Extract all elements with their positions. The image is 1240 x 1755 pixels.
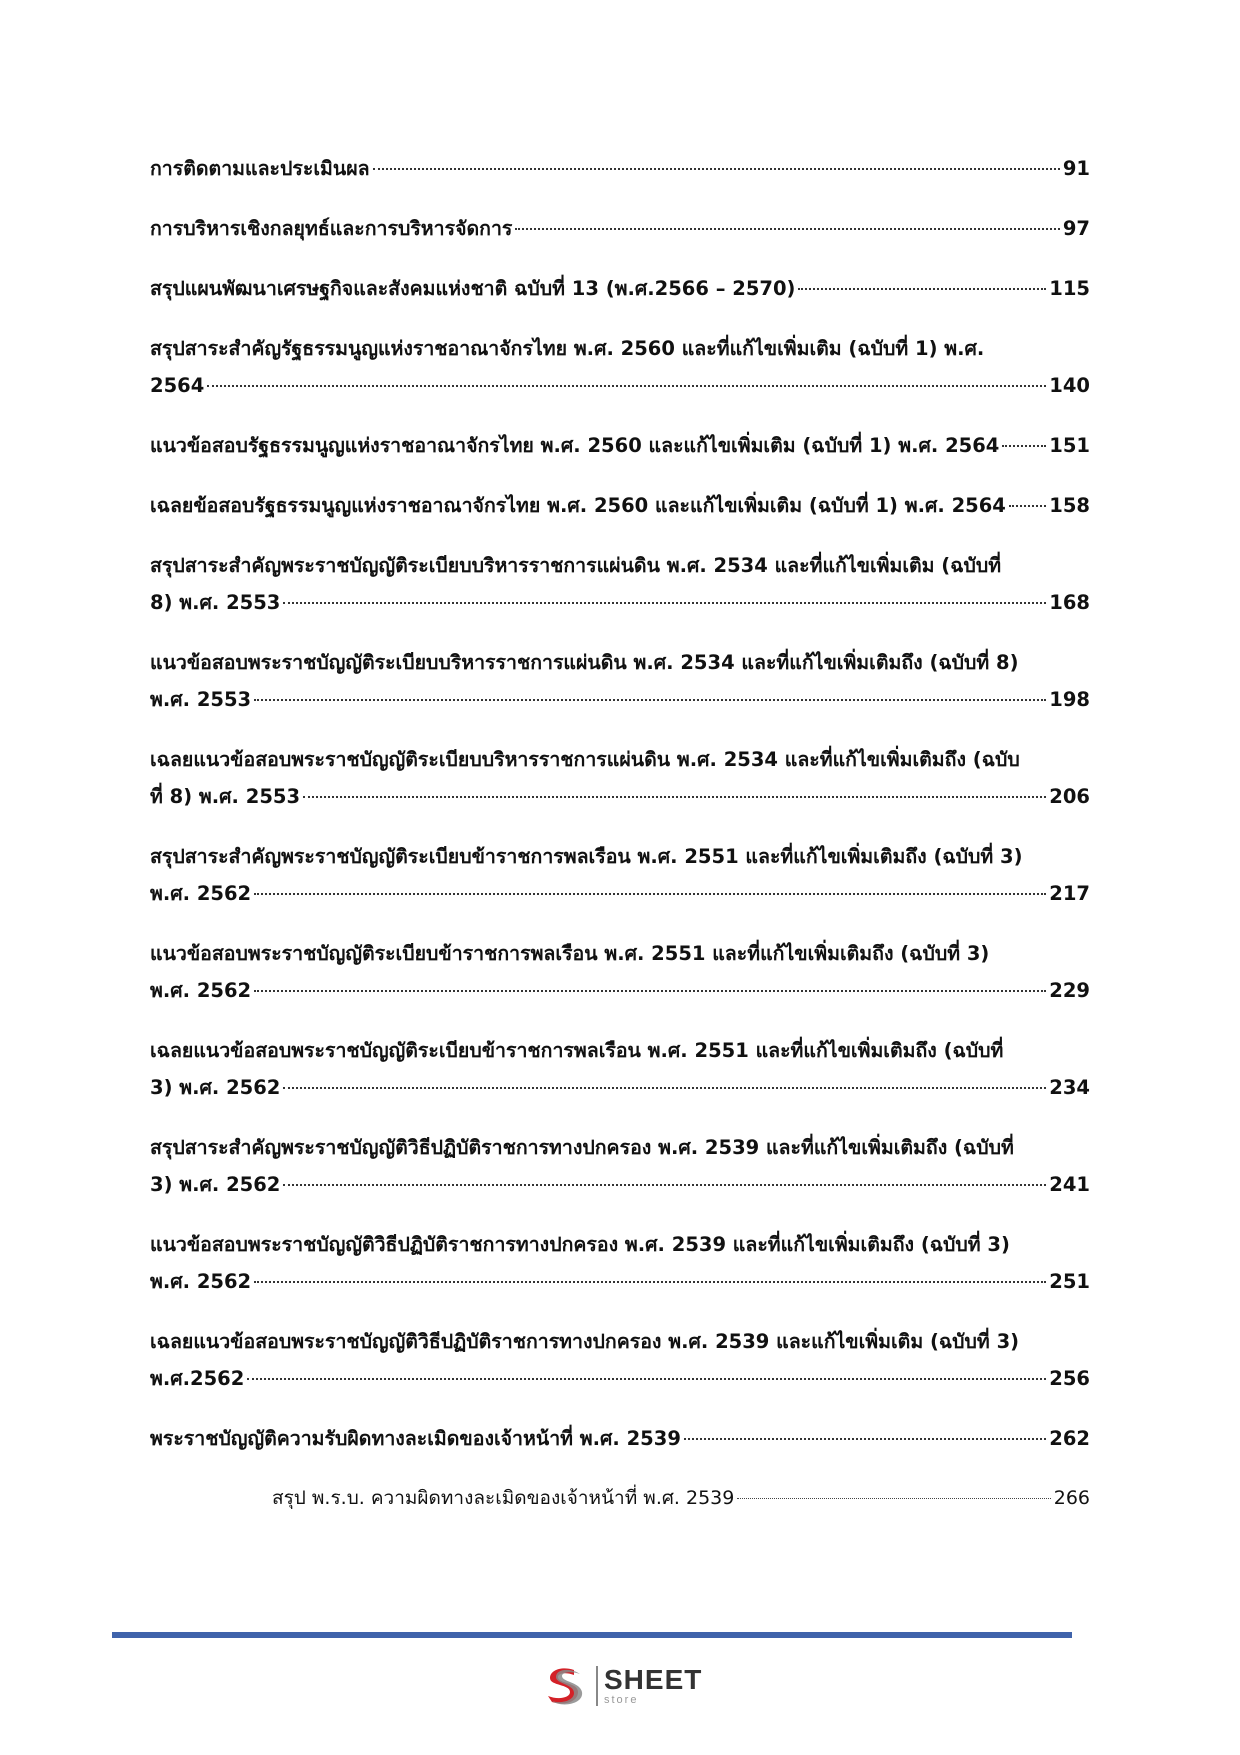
toc-entry-line [150, 584, 1090, 621]
toc-entry-title: พ.ศ.2562 [150, 1367, 245, 1390]
toc-entry-line [150, 487, 1090, 524]
toc-entry-line [150, 644, 1090, 681]
logo-wordmark [604, 1666, 702, 1706]
toc-entry-line [150, 1129, 1090, 1166]
toc-entry-title: แนวข้อสอบพระราชบัญญัติระเบียบบริหารราชการแผ่นดิน พ.ศ. 2534 และที่แก้ไขเพิ่มเติมถึง (ฉบับที่ 8) [150, 651, 1019, 674]
toc-entry-title: เฉลยแนวข้อสอบพระราชบัญญัติวิธีปฏิบัติราชการทางปกครอง พ.ศ. 2539 และแก้ไขเพิ่มเติม (ฉบับที่ 3) [150, 1330, 1020, 1353]
logo-brand-text: SHEET [604, 1664, 703, 1695]
toc-page-number: 140 [1049, 374, 1090, 397]
toc-page-number: 251 [1049, 1270, 1090, 1293]
toc-entry-line [150, 330, 1090, 367]
sheet-store-logo [540, 1658, 702, 1714]
toc-entry-line [150, 972, 1090, 1009]
toc-entry-title: การบริหารเชิงกลยุทธ์และการบริหารจัดการ [150, 217, 513, 240]
toc-entry-title: เฉลยแนวข้อสอบพระราชบัญญัติระเบียบข้าราชการพลเรือน พ.ศ. 2551 และที่แก้ไขเพิ่มเติมถึง (ฉบับที่ [150, 1039, 1004, 1062]
toc-entry-line [150, 1360, 1090, 1397]
toc-entry[interactable] [150, 1032, 1090, 1106]
toc-entry-line [150, 875, 1090, 912]
toc-entry-title: การติดตามและประเมินผล [150, 157, 370, 180]
logo-separator [596, 1666, 598, 1706]
toc-dot-leader [303, 796, 1046, 798]
toc-page-number: 198 [1049, 688, 1090, 711]
toc-entry-title: สรุปสาระสำคัญรัฐธรรมนูญแห่งราชอาณาจักรไทย พ.ศ. 2560 และที่แก้ไขเพิ่มเติม (ฉบับที่ 1) พ.ศ. [150, 337, 985, 360]
toc-entry-line [150, 1069, 1090, 1106]
toc-page-number: 151 [1049, 434, 1090, 457]
toc-entry[interactable] [150, 1129, 1090, 1203]
toc-entry-line [272, 1480, 1090, 1517]
toc-entry-title: สรุปสาระสำคัญพระราชบัญญัติระเบียบบริหารราชการแผ่นดิน พ.ศ. 2534 และที่แก้ไขเพิ่มเติม (ฉบับที่ [150, 554, 1002, 577]
toc-dot-leader [798, 288, 1046, 290]
toc-entry[interactable] [150, 487, 1090, 524]
toc-dot-leader [254, 893, 1046, 895]
toc-entry-line [150, 1226, 1090, 1263]
toc-entry-title: 3) พ.ศ. 2562 [150, 1076, 281, 1099]
toc-entry-line [150, 210, 1090, 247]
toc-entry-title: สรุปสาระสำคัญพระราชบัญญัติระเบียบข้าราชการพลเรือน พ.ศ. 2551 และที่แก้ไขเพิ่มเติมถึง (ฉบับที่ 3) [150, 845, 1023, 868]
toc-entry-title: พระราชบัญญัติความรับผิดทางละเมิดของเจ้าหน้าที่ พ.ศ. 2539 [150, 1427, 681, 1450]
toc-entry-title: เฉลยแนวข้อสอบพระราชบัญญัติระเบียบบริหารราชการแผ่นดิน พ.ศ. 2534 และที่แก้ไขเพิ่มเติมถึง (ฉบับ [150, 748, 1020, 771]
toc-entry[interactable] [150, 427, 1090, 464]
toc-entry-title: แนวข้อสอบพระราชบัญญัติระเบียบข้าราชการพลเรือน พ.ศ. 2551 และที่แก้ไขเพิ่มเติมถึง (ฉบับที่ 3) [150, 942, 990, 965]
toc-entry-title: สรุปแผนพัฒนาเศรษฐกิจและสังคมแห่งชาติ ฉบับที่ 13 (พ.ศ.2566 – 2570) [150, 277, 796, 300]
toc-dot-leader [254, 1281, 1046, 1283]
toc-dot-leader [737, 1498, 1050, 1499]
toc-entry-line [150, 838, 1090, 875]
toc-entry[interactable] [150, 1480, 1090, 1517]
toc-entry[interactable] [150, 1323, 1090, 1397]
toc-dot-leader [1009, 505, 1046, 507]
toc-page-number: 217 [1049, 882, 1090, 905]
logo-s-icon [540, 1662, 588, 1710]
toc-entry-line [150, 367, 1090, 404]
toc-page-number: 97 [1062, 217, 1090, 240]
logo-sub-brand-text: store [604, 1694, 639, 1706]
toc-entry[interactable] [150, 330, 1090, 404]
toc-dot-leader [283, 602, 1046, 604]
toc-page-number: 266 [1053, 1487, 1090, 1509]
toc-dot-leader [515, 228, 1059, 230]
toc-entry[interactable] [150, 150, 1090, 187]
toc-entry-line [150, 1166, 1090, 1203]
toc-entry-line [150, 1032, 1090, 1069]
toc-entry-line [150, 270, 1090, 307]
toc-entry-line [150, 778, 1090, 815]
toc-entry-title: แนวข้อสอบพระราชบัญญัติวิธีปฏิบัติราชการทางปกครอง พ.ศ. 2539 และที่แก้ไขเพิ่มเติมถึง (ฉบับที่ 3) [150, 1233, 1010, 1256]
toc-page-number: 91 [1062, 157, 1090, 180]
toc-entry-title: พ.ศ. 2562 [150, 979, 252, 1002]
toc-dot-leader [207, 385, 1046, 387]
toc-dot-leader [1002, 445, 1046, 447]
toc-entry[interactable] [150, 547, 1090, 621]
toc-page-number: 262 [1049, 1427, 1090, 1450]
toc-entry-line [150, 1323, 1090, 1360]
toc-entry[interactable] [150, 935, 1090, 1009]
toc-dot-leader [254, 699, 1046, 701]
toc-entry[interactable] [150, 1226, 1090, 1300]
toc-entry[interactable] [150, 210, 1090, 247]
toc-entry-line [150, 681, 1090, 718]
toc-entry-title: 2564 [150, 374, 205, 397]
toc-dot-leader [684, 1438, 1046, 1440]
toc-dot-leader [247, 1378, 1046, 1380]
toc-entry-title: พ.ศ. 2553 [150, 688, 252, 711]
toc-page-number: 229 [1049, 979, 1090, 1002]
toc-entry-title: พ.ศ. 2562 [150, 1270, 252, 1293]
toc-page-number: 241 [1049, 1173, 1090, 1196]
toc-entry-line [150, 1420, 1090, 1457]
table-of-contents [150, 150, 1090, 1540]
toc-page-number: 234 [1049, 1076, 1090, 1099]
toc-entry-title: ที่ 8) พ.ศ. 2553 [150, 785, 301, 808]
toc-page-number: 206 [1049, 785, 1090, 808]
toc-entry-title: พ.ศ. 2562 [150, 882, 252, 905]
toc-dot-leader [373, 168, 1060, 170]
toc-dot-leader [254, 990, 1046, 992]
toc-entry-title: 8) พ.ศ. 2553 [150, 591, 281, 614]
toc-entry-line [150, 1263, 1090, 1300]
toc-entry-title: สรุป พ.ร.บ. ความผิดทางละเมิดของเจ้าหน้าที่ พ.ศ. 2539 [272, 1487, 735, 1509]
toc-entry-title: 3) พ.ศ. 2562 [150, 1173, 281, 1196]
toc-entry[interactable] [150, 644, 1090, 718]
toc-entry[interactable] [150, 1420, 1090, 1457]
toc-page-number: 256 [1049, 1367, 1090, 1390]
toc-entry-title: สรุปสาระสำคัญพระราชบัญญัติวิธีปฏิบัติราชการทางปกครอง พ.ศ. 2539 และที่แก้ไขเพิ่มเติมถึง (ฉบับที่ [150, 1136, 1014, 1159]
toc-entry-line [150, 547, 1090, 584]
toc-dot-leader [283, 1087, 1046, 1089]
toc-page-number: 168 [1049, 591, 1090, 614]
toc-entry-line [150, 741, 1090, 778]
toc-entry-line [150, 150, 1090, 187]
toc-entry[interactable] [150, 741, 1090, 815]
toc-entry-line [150, 427, 1090, 464]
toc-dot-leader [283, 1184, 1046, 1186]
toc-entry-line [150, 935, 1090, 972]
toc-entry-title: เฉลยข้อสอบรัฐธรรมนูญแห่งราชอาณาจักรไทย พ.ศ. 2560 และแก้ไขเพิ่มเติม (ฉบับที่ 1) พ.ศ. 2564 [150, 494, 1006, 517]
toc-entry-title: แนวข้อสอบรัฐธรรมนูญแห่งราชอาณาจักรไทย พ.ศ. 2560 และแก้ไขเพิ่มเติม (ฉบับที่ 1) พ.ศ. 2564 [150, 434, 1000, 457]
toc-entry[interactable] [150, 838, 1090, 912]
toc-page-number: 115 [1049, 277, 1090, 300]
toc-page-number: 158 [1049, 494, 1090, 517]
footer-rule [112, 1632, 1072, 1638]
toc-entry[interactable] [150, 270, 1090, 307]
